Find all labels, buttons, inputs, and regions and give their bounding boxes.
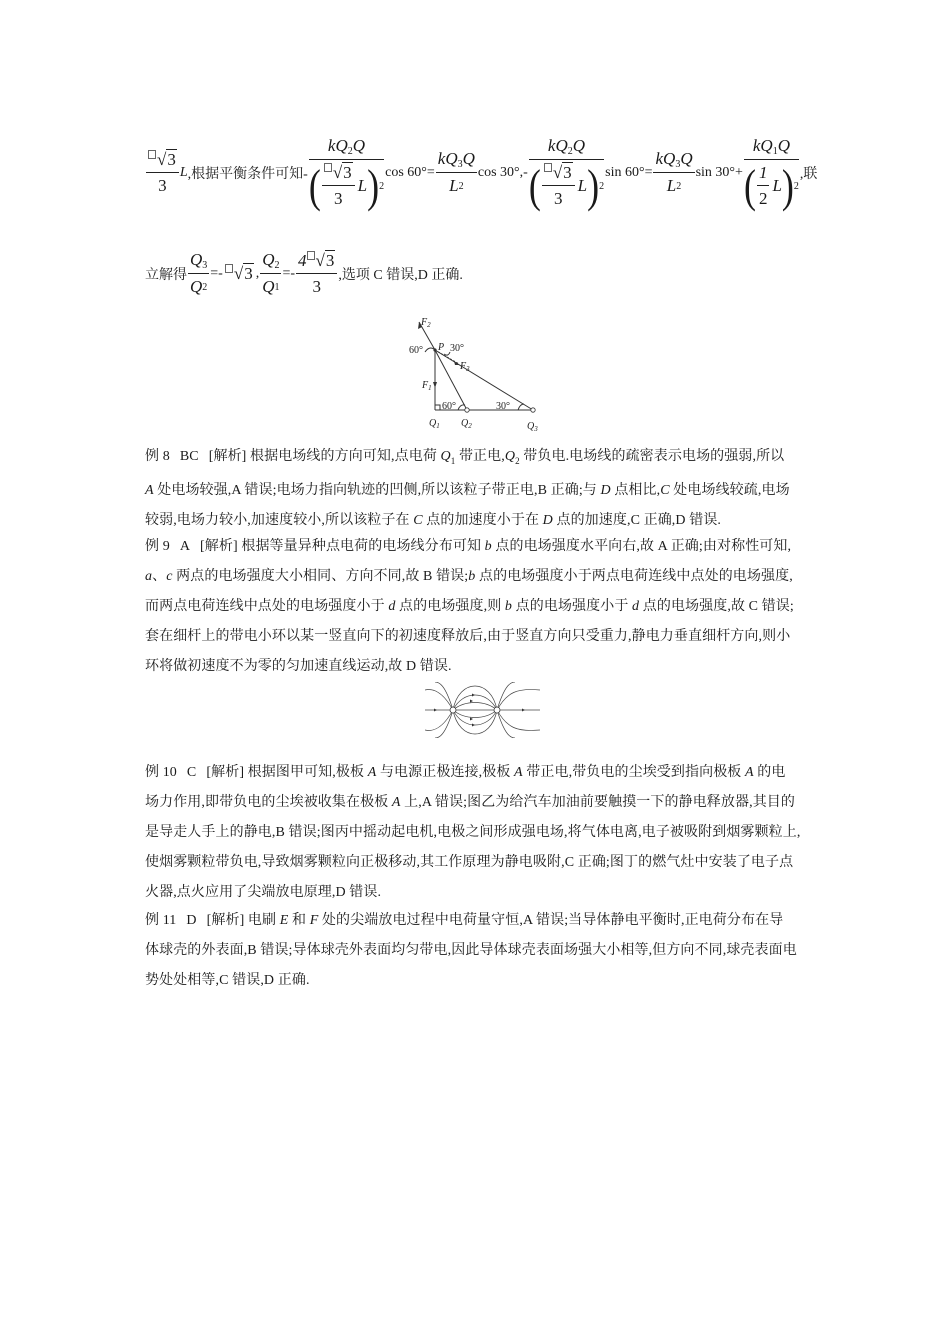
angle-arc-60-top (425, 348, 434, 352)
fraction-b: $Q_2$ Q 1 (262, 250, 280, 296)
label-angle-60-bottom: 60° (442, 401, 456, 412)
example-9: 例 9 A [解析] 根据等量异种点电荷的电场线分布可知 b 点的电场强度水平向右,故 A 正确;由对称性可知, a、c 两点的电场强度大小相同、方向不同,故 B 错误;b 点的电场强度小于两点电荷连线中点处的电场强度, 而两点电荷连线中点处的电场强度小于 d 点的电场强度,则 b 点的电场强度小于 d 点的电场强度,故 C 错误; 套在细杆上的带电小环以某一竖直向下的初速度释放后,由于竖直方向只受重力,静电力垂直细杆方向,则小 环将做初速度不为零的匀加速直线运动,故 D 错误. (145, 539, 794, 674)
label-Q2: $Q_2$ (461, 418, 472, 430)
text: cos 30°,- (477, 164, 528, 180)
text: ,选项 C 错误,D 正确. (338, 267, 463, 283)
text: =- (210, 265, 223, 281)
example-8: 例 8 BC [解析] 根据电场线的方向可知,点电荷 $Q_1$ 带正电$,Q_2$ 带负电.电场线的疏密表示电场的强弱,所以 A 处电场较强,A 错误;电场力指向轨迹的凹侧,所以该粒子带正电,B 正确;与 D 点相比,C 处电场线较疏,电场 较弱,电场力较小,加速度较小,所以该粒子在 C 点的加速度小于在 D 点的加速度,C 正确,D 错误. (145, 449, 790, 528)
radical: √3 (225, 264, 254, 284)
fraction-2: $kQ_3Q$ L 2 (437, 149, 475, 195)
text: sin 60°= (605, 164, 653, 180)
example-10: 例 10 C [解析] 根据图甲可知,极板 A 与电源正极连接,极板 A 带正电,带负电的尘埃受到指向极板 A 的电 场力作用,即带负电的尘埃被收集在极板 A 上,A 错误;图乙为给汽车加油前要触摸一下的静电释放器,其目的 是导走人手上的静电,B 错误;图丙中摇动起电机,电极之间形成强电场,将气体电离,电子被吸附到烟雾颗粒上, 使烟雾颗粒带负电,导致烟雾颗粒向正极移动,其工作原理为静电吸附,C 正确;图丁的燃气灶中安装了电子点 火器,点火应用了尖端放电原理,D 错误. (145, 765, 801, 900)
right-angle-mark (435, 405, 440, 410)
text: ,联 (799, 166, 818, 182)
force-triangle-diagram (400, 312, 580, 434)
fraction-lead: $\frac{√3}{3}$ (146, 150, 179, 196)
label-F1: $F_1$ (422, 380, 432, 392)
label-Q3: $Q_3$ (527, 421, 538, 433)
label-Q1: $Q_1$ (429, 418, 440, 430)
label-angle-30-top: 30° (450, 343, 464, 354)
arrowhead-F1 (433, 382, 437, 388)
text: 立解得 (145, 267, 187, 283)
fraction-5: $kQ_1Q$ ( $\frac{1}{2}$ L ) 2 (743, 136, 799, 212)
text: =- (282, 265, 296, 281)
var-L: L (179, 164, 188, 180)
positive-charge (450, 707, 456, 713)
fraction-3: $kQ_2Q$ ( $\frac{√3}{3}$ L ) 2 (528, 136, 605, 212)
text: , (255, 265, 260, 281)
fraction-a: $Q_3$ Q 2 (190, 250, 208, 296)
angle-arc-60-bottom (458, 405, 465, 410)
dipole-field-lines-diagram (425, 682, 540, 738)
fraction-c: $\frac{4 √3}{3}$ (296, 251, 337, 297)
formula-line-1 (145, 136, 818, 212)
example-11: 例 11 D [解析] 电刷 E 和 F 处的尖端放电过程中电荷量守恒,A 错误;当导体静电平衡时,正电荷分布在导 体球壳的外表面,B 错误;导体球壳外表面均匀带电,因此导体球壳表面场强大小相等,但方向不同,球壳表面电 势处处相等,C 错误,D 正确. (145, 913, 797, 988)
angle-arc-30-bottom (518, 404, 524, 410)
fraction-1: $kQ_2Q$ ( $\frac{√3}{3}$ L ) 2 (308, 136, 385, 212)
label-angle-60-top: 60° (409, 345, 423, 356)
label-angle-30-bottom: 30° (496, 401, 510, 412)
text: ,根据平衡条件可知- (187, 166, 308, 182)
fraction-4: $kQ_3Q$ L 2 (655, 149, 693, 195)
formula-line-2 (145, 250, 463, 297)
label-P: P (438, 342, 445, 353)
label-F2: $F_2$ (421, 317, 431, 329)
label-F3: $F_3$ (460, 361, 470, 373)
text: cos 60°= (385, 164, 435, 180)
text: sin 30°+ (695, 164, 743, 180)
negative-charge (494, 707, 500, 713)
